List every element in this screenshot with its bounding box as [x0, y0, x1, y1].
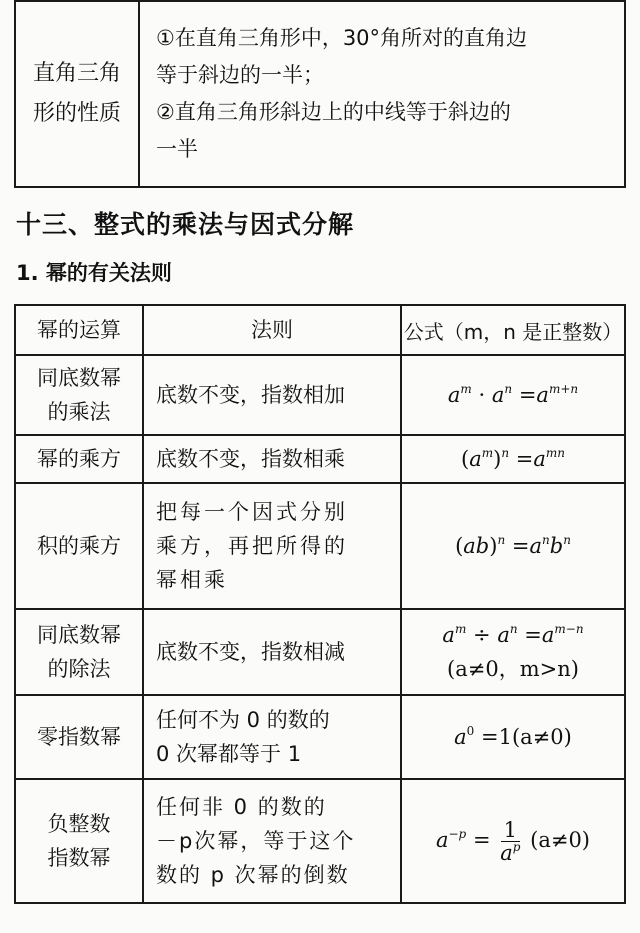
table-header-row: [15, 305, 625, 355]
section-title: 十三、整式的乘法与因式分解: [16, 210, 355, 239]
formula-cell: $(a^m)^n =a^{mn}$: [401, 435, 625, 483]
operation-cell: [15, 779, 143, 903]
table-row: [15, 355, 625, 435]
rule-line: 底数不变，指数相乘: [156, 447, 345, 471]
property-label-cell: [15, 1, 139, 187]
property-label-line: 形的性质: [32, 101, 121, 126]
header-operation: 幂的运算: [15, 305, 143, 355]
subsection-title: 1. 幂的有关法则: [16, 261, 172, 285]
property-line: ②直角三角形斜边上的中线等于斜边的: [156, 100, 511, 124]
rule-cell: [143, 435, 401, 483]
rule-line: 乘方，再把所得的: [156, 534, 348, 558]
operation-cell: [15, 609, 143, 695]
rule-cell: [143, 609, 401, 695]
operation-line: 指数幂: [47, 846, 111, 870]
rule-cell: [143, 695, 401, 779]
table-row: [15, 695, 625, 779]
rule-line: 0 次幂都等于 1: [156, 742, 302, 766]
property-line: ①在直角三角形中，30°角所对的直角边: [156, 26, 528, 50]
property-label-line: 直角三角: [32, 61, 121, 86]
rule-line: 把每一个因式分别: [156, 500, 348, 524]
rule-line: 幂相乘: [156, 568, 228, 592]
operation-cell: [15, 355, 143, 435]
formula-cell: $a^m \div a^n =a^{m-n}$ (a≠0，m>n): [401, 609, 625, 695]
rule-line: 底数不变，指数相减: [156, 640, 345, 664]
formula-cell: $a^m \cdot a^n =a^{m+n}$: [401, 355, 625, 435]
header-formula: 公式（m，n 是正整数）: [401, 305, 625, 355]
table-row: [15, 779, 625, 903]
property-line: 一半: [156, 137, 198, 161]
operation-cell: [15, 483, 143, 609]
power-law-table: [14, 304, 626, 904]
rule-cell: [143, 355, 401, 435]
table-row: [15, 435, 625, 483]
rule-line: 数的 p 次幂的倒数: [156, 863, 350, 887]
rule-cell: [143, 779, 401, 903]
header-rule: 法则: [143, 305, 401, 355]
rule-line: 任何不为 0 的数的: [156, 708, 330, 732]
formula-cell: $(ab)^n =a^nb^n$: [401, 483, 625, 609]
fraction: $\frac{1}{a^p}$: [500, 817, 521, 865]
rule-line: 任何非 0 的数的: [156, 795, 327, 819]
operation-line: 负整数: [47, 812, 111, 836]
operation-cell: [15, 695, 143, 779]
operation-line: 零指数幂: [37, 725, 121, 749]
operation-line: 同底数幂: [37, 366, 121, 390]
formula-condition: (a≠0，m>n): [447, 657, 579, 681]
formula-cell: $a^{-p}$ = $\frac{1}{a^p}$ (a≠0): [401, 779, 625, 903]
operation-line: 积的乘方: [37, 534, 121, 558]
operation-line: 的乘法: [47, 400, 111, 424]
triangle-property-table: [14, 0, 626, 188]
operation-line: 的除法: [47, 657, 111, 681]
table-row: [15, 609, 625, 695]
operation-cell: [15, 435, 143, 483]
rule-line: 底数不变，指数相加: [156, 383, 345, 407]
property-line: 等于斜边的一半；: [156, 63, 324, 87]
operation-line: 同底数幂: [37, 623, 121, 647]
table-row: [15, 483, 625, 609]
rule-cell: [143, 483, 401, 609]
rule-line: －p次幂，等于这个: [156, 829, 356, 853]
formula-cell: $a^0 =1(a\ne 0)$: [401, 695, 625, 779]
operation-line: 幂的乘方: [37, 447, 121, 471]
property-content-cell: [139, 1, 625, 187]
